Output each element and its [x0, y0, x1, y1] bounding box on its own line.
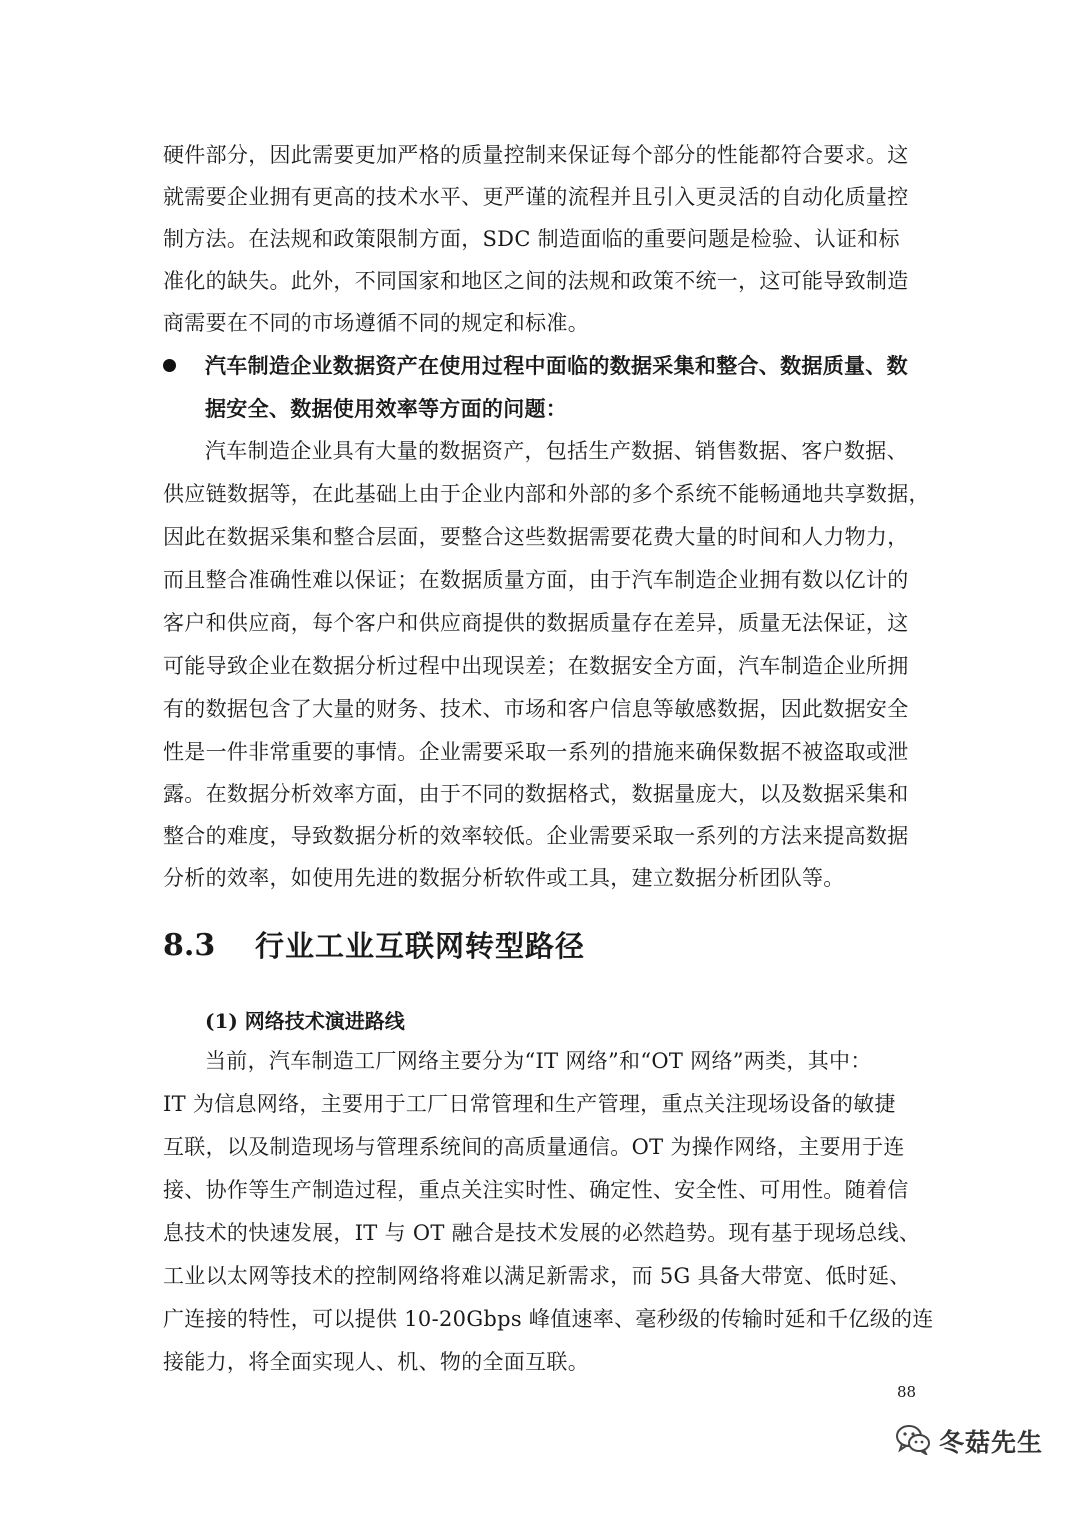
section-title: 行业工业互联网转型路径 — [255, 929, 586, 963]
wechat-icon — [895, 1423, 931, 1459]
text-line: 性是一件非常重要的事情。企业需要采取一系列的措施来确保数据不被盗取或泄 — [163, 740, 909, 764]
bullet-icon — [163, 359, 176, 372]
text-line: IT 为信息网络，主要用于工厂日常管理和生产管理，重点关注现场设备的敏捷 — [163, 1092, 896, 1116]
text-line: 工业以太网等技术的控制网络将难以满足新需求，而 5G 具备大带宽、低时延、 — [163, 1264, 911, 1288]
text-line: 就需要企业拥有更高的技术水平、更严谨的流程并且引入更灵活的自动化质量控 — [163, 185, 909, 209]
text-line: 汽车制造企业具有大量的数据资产，包括生产数据、销售数据、客户数据、 — [205, 439, 908, 463]
text-line: 商需要在不同的市场遵循不同的规定和标准。 — [163, 311, 589, 335]
text-line: 接能力，将全面实现人、机、物的全面互联。 — [163, 1350, 589, 1374]
watermark — [895, 1423, 1043, 1459]
page-number: 88 — [897, 1383, 917, 1401]
text-line: 准化的缺失。此外，不同国家和地区之间的法规和政策不统一，这可能导致制造 — [163, 269, 909, 293]
text-line: 客户和供应商，每个客户和供应商提供的数据质量存在差异，质量无法保证，这 — [163, 611, 909, 635]
text-line: 息技术的快速发展，IT 与 OT 融合是技术发展的必然趋势。现有基于现场总线、 — [163, 1221, 921, 1245]
text-line: 可能导致企业在数据分析过程中出现误差；在数据安全方面，汽车制造企业所拥 — [163, 654, 909, 678]
text-line: 当前，汽车制造工厂网络主要分为“IT 网络”和“OT 网络”两类，其中： — [205, 1049, 872, 1073]
bullet-text-line: 汽车制造企业数据资产在使用过程中面临的数据采集和整合、数据质量、数 — [205, 353, 908, 378]
text-line: 接、协作等生产制造过程，重点关注实时性、确定性、安全性、可用性。随着信 — [163, 1178, 909, 1202]
text-line: 广连接的特性，可以提供 10-20Gbps 峰值速率、毫秒级的传输时延和千亿级的连 — [163, 1307, 934, 1331]
text-line: 整合的难度，导致数据分析的效率较低。企业需要采取一系列的方法来提高数据 — [163, 824, 909, 848]
text-line: 因此在数据采集和整合层面，要整合这些数据需要花费大量的时间和人力物力， — [163, 525, 909, 549]
text-line: 有的数据包含了大量的财务、技术、市场和客户信息等敏感数据，因此数据安全 — [163, 697, 909, 721]
subheading: (1) 网络技术演进路线 — [205, 1009, 405, 1033]
text-line: 互联，以及制造现场与管理系统间的高质量通信。OT 为操作网络，主要用于连 — [163, 1135, 905, 1159]
text-line: 露。在数据分析效率方面，由于不同的数据格式，数据量庞大，以及数据采集和 — [163, 782, 909, 806]
text-line: 分析的效率，如使用先进的数据分析软件或工具，建立数据分析团队等。 — [163, 866, 845, 890]
section-number: 8.3 — [163, 928, 216, 963]
text-line: 而且整合准确性难以保证；在数据质量方面，由于汽车制造企业拥有数以亿计的 — [163, 568, 909, 592]
text-line: 硬件部分，因此需要更加严格的质量控制来保证每个部分的性能都符合要求。这 — [163, 143, 909, 167]
bullet-text-line: 据安全、数据使用效率等方面的问题： — [205, 396, 568, 421]
text-line: 供应链数据等，在此基础上由于企业内部和外部的多个系统不能畅通地共享数据， — [163, 482, 930, 506]
watermark-text: 冬菇先生 — [939, 1428, 1044, 1457]
text-line: 制方法。在法规和政策限制方面，SDC 制造面临的重要问题是检验、认证和标 — [163, 227, 900, 251]
